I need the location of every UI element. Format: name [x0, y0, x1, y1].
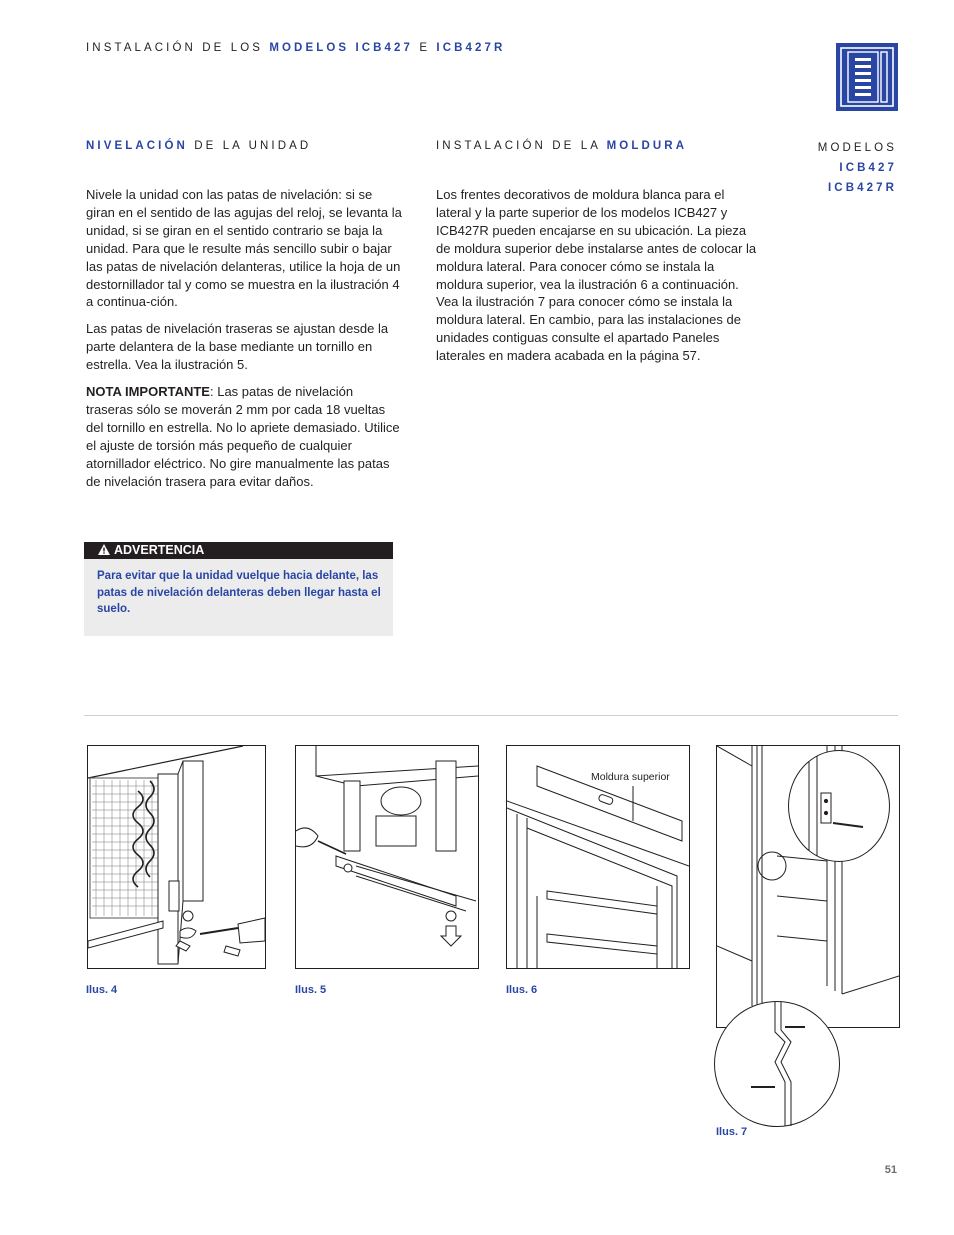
molding-body	[436, 186, 758, 374]
figure-4-illustration	[87, 745, 266, 969]
section-divider	[84, 715, 898, 716]
page-header	[86, 42, 505, 54]
warning-title: ADVERTENCIA	[114, 543, 205, 557]
important-note-text: : Las patas de nivelación traseras sólo se moverán 2 mm por cada 18 vueltas del tornillo en estrella. No lo apriete demasiado. Utilice el ajuste de torsión más pequeño de cualquier atornillador eléctrico. No gire manualmente las patas de nivelación trasera para evitar daños.	[86, 384, 400, 489]
leveling-paragraph-3	[86, 383, 402, 490]
leveling-paragraph-1: Nivele la unidad con las patas de nivelación: si se giran en el sentido de las agujas del reloj, se levanta la unidad, si se giran en el sentido contrario se baja la unidad. Para que le resulte más sencillo subir o bajar las patas de nivelación delanteras, utilice la hoja de un destornillador tal y como se muestra en la ilustración 4 a continua-ción.	[86, 187, 402, 310]
header-model-2: ICB427R	[436, 42, 506, 54]
section-heading-molding	[436, 140, 687, 152]
model-icb427r: ICB427R	[828, 182, 897, 194]
heading-rest: INSTALACIÓN DE LA	[436, 140, 601, 152]
figure-5-caption: Ilus. 5	[295, 984, 327, 996]
figure-4-caption: Ilus. 4	[86, 984, 118, 996]
leveling-body	[86, 186, 402, 500]
warning-text: Para evitar que la unidad vuelque hacia delante, las patas de nivelación delanteras deben llegar hasta el suelo.	[97, 570, 381, 615]
heading-rest: DE LA UNIDAD	[194, 140, 312, 152]
warning-header	[84, 542, 393, 559]
heading-bold: MOLDURA	[606, 140, 688, 152]
figure-7-zoom-top	[788, 750, 890, 862]
models-list	[818, 138, 897, 198]
page-number: 51	[884, 1164, 897, 1176]
figure-5-illustration	[295, 745, 479, 969]
model-icb427: ICB427	[839, 162, 897, 174]
header-model-1: MODELOS ICB427	[269, 42, 414, 54]
models-label: MODELOS	[817, 142, 897, 154]
leveling-paragraph-2: Las patas de nivelación traseras se ajustan desde la parte delantera de la base mediante un tornillo en estrella. Vea la ilustración 5.	[86, 321, 389, 373]
header-conj: E	[419, 42, 431, 54]
heading-bold: NIVELACIÓN	[86, 140, 188, 152]
important-note-label: NOTA IMPORTANTE	[86, 384, 210, 400]
refrigerator-logo-icon	[836, 43, 898, 116]
header-prefix: INSTALACIÓN DE LOS	[86, 42, 264, 54]
section-heading-leveling	[86, 140, 311, 152]
figure-6-label: Moldura superior	[591, 771, 670, 783]
figure-7-zoom-bottom	[714, 1001, 840, 1127]
molding-paragraph-1: Los frentes decorativos de moldura blanca para el lateral y la parte superior de los modelos ICB427 y ICB427R pueden encajarse en su ubicación. La pieza de moldura superior debe instalarse antes de colocar la moldura lateral. Para conocer cómo se instala la moldura superior, vea la ilustración 6 a continuación. Vea la ilustración 7 para conocer cómo se instala la moldura lateral. En cambio, para las instalaciones de unidades contiguas consulte el apartado Paneles laterales en madera acabada en la página 57.	[436, 187, 757, 364]
warning-triangle-icon	[98, 542, 110, 559]
figure-6-caption: Ilus. 6	[506, 984, 538, 996]
warning-box	[84, 542, 393, 636]
figure-7-caption: Ilus. 7	[716, 1126, 748, 1138]
